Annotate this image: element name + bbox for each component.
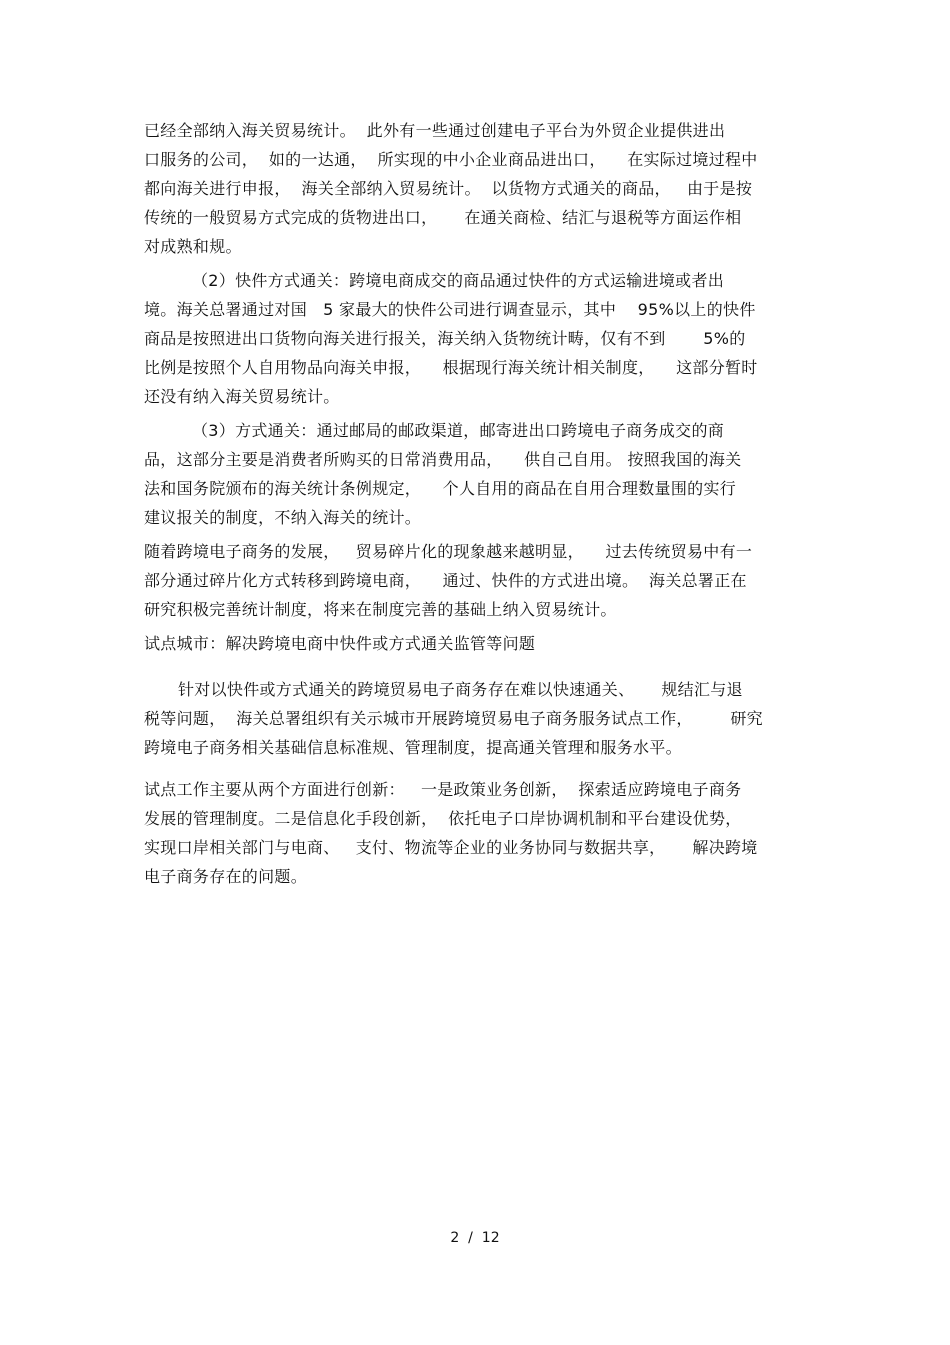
p1-line-2: 口服务的公司， 如的一达通， 所实现的中小企业商品进出口， 在实际过境过程中: [144, 150, 758, 169]
p2-line-1: （2）快件方式通关：跨境电商成交的商品通过快件的方式运输进境或者出: [192, 271, 725, 290]
p3-line-2: 品，这部分主要是消费者所购买的日常消费用品， 供自己自用。 按照我国的海关: [144, 450, 742, 469]
p6-line-4: 电子商务存在的问题。: [144, 867, 308, 886]
p3-line-1: （3）方式通关：通过邮局的邮政渠道，邮寄进出口跨境电子商务成交的商: [192, 421, 725, 440]
p2-line-5: 还没有纳入海关贸易统计。: [144, 387, 340, 406]
p5-line-2: 税等问题， 海关总署组织有关示城市开展跨境贸易电子商务服务试点工作， 研究: [144, 709, 763, 728]
p5-line-3: 跨境电子商务相关基础信息标准规、管理制度，提高通关管理和服务水平。: [144, 738, 682, 757]
p6-line-3: 实现口岸相关部门与电商、 支付、物流等企业的业务协同与数据共享， 解决跨境: [144, 838, 758, 857]
p1-line-5: 对成熟和规。: [144, 237, 242, 256]
p5-line-1: 针对以快件或方式通关的跨境贸易电子商务存在难以快速通关、 规结汇与退: [178, 680, 743, 699]
p4-line-2: 部分通过碎片化方式转移到跨境电商， 通过、快件的方式进出境。 海关总署正在: [144, 571, 747, 590]
p2-line-2: 境。海关总署通过对国 5 家最大的快件公司进行调查显示，其中 95%以上的快件: [144, 300, 756, 319]
p1-line-3: 都向海关进行申报， 海关全部纳入贸易统计。 以货物方式通关的商品， 由于是按: [144, 179, 753, 198]
p4-line-3: 研究积极完善统计制度，将来在制度完善的基础上纳入贸易统计。: [144, 600, 617, 619]
p1-line-1: 已经全部纳入海关贸易统计。 此外有一些通过创建电子平台为外贸企业提供进出: [144, 121, 726, 140]
p3-line-3: 法和国务院颁布的海关统计条例规定， 个人自用的商品在自用合理数量围的实行: [144, 479, 737, 498]
p2-line-4: 比例是按照个人自用物品向海关申报， 根据现行海关统计相关制度， 这部分暂时: [144, 358, 758, 377]
section-heading: 试点城市：解决跨境电商中快件或方式通关监管等问题: [144, 634, 536, 653]
p3-line-4: 建议报关的制度，不纳入海关的统计。: [144, 508, 422, 527]
page-indicator: 2 / 12: [450, 1230, 500, 1246]
p6-line-2: 发展的管理制度。二是信息化手段创新， 依托电子口岸协调机制和平台建设优势，: [144, 809, 742, 828]
p1-line-4: 传统的一般贸易方式完成的货物进出口， 在通关商检、结汇与退税等方面运作相: [144, 208, 742, 227]
p6-line-1: 试点工作主要从两个方面进行创新： 一是政策业务创新， 探索适应跨境电子商务: [144, 780, 742, 799]
p4-line-1: 随着跨境电子商务的发展， 贸易碎片化的现象越来越明显， 过去传统贸易中有一: [144, 542, 753, 561]
p2-line-3: 商品是按照进出口货物向海关进行报关，海关纳入货物统计畴，仅有不到 5%的: [144, 329, 746, 348]
